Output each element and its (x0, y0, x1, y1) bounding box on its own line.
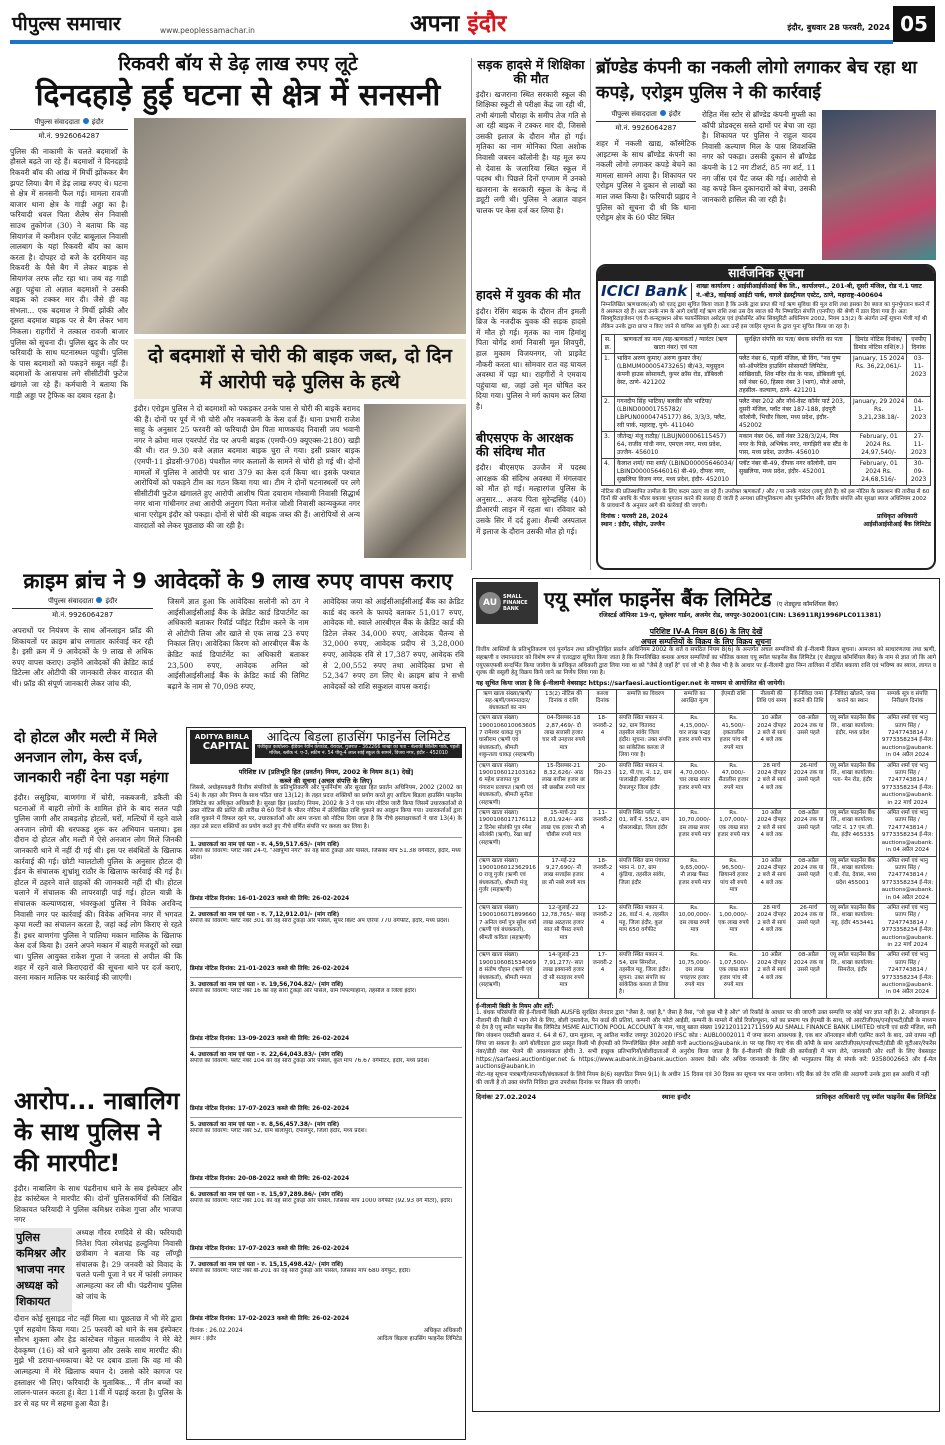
brand-body-2: रोहित मेंस स्टोर से ब्रॉण्डेड कंपनी मुफ्ती का कॉपी प्रोडक्ट्स सस्ते दामों पर बेचा जा रहा है। शिकायत पर पुलिस ने राहुल यादव निवासी कल्याण मिल के पास शिवशक्ति नगर को पकड़ा। उसकी दुकान से ब्रॉण्डेड कंपनी के 12 नग टीशर्ट, 85 नग शर्ट, 11 नग जींस एवं पैंट जब्त की गई। आरोपी से वह कपड़े किन दुकानदारों को बेचा, उसकी जानकारी हासिल की जा रही है। (702, 110, 816, 204)
table-cell: जीतेन्द्र/ मंजु राठौड़/ (LBUJN00006115457) 64, राजीव गांधी नगर, एमएल नगर, मध्य प्रदेश, उज्जैन- 456010 (614, 431, 736, 458)
table-row (602, 353, 931, 396)
table-cell: मकान नंबर 06, सर्वे नंबर 328/3/2/4, मित्र नगर के पिछे, अभिषेक नगर, नागझिरी बस स्टैंड के पास, मध्य प्रदेश, उज्जैन- 456010 (737, 431, 851, 458)
table-cell: 30-09-2023 (907, 458, 931, 485)
table-cell: (ऋण खाता संख्या) 19001060718996607 अनिल वर्मा पुत्र सुरेश वर्मा (ऋणी एवं बंधककर्ता), श्रीमती कविता (सहऋणी) (477, 903, 539, 950)
item-dates: डिमांड नोटिस दिनांक: 17-07-2023 कब्जे की तिथि: 26-02-2024 (190, 1245, 350, 1252)
table-cell: (ऋण खाता संख्या) 19001060123629160 राजू गुर्जर (ऋणी एवं बंधककर्ता), श्रीमती मंजू गुर्जर (सहऋणी) (477, 856, 539, 903)
table-cell: एयू स्मॉल फाइनेंस बैंक लि., शाखा कार्यालय: पता- मेन रोड, इंदौर (827, 761, 879, 808)
phone: मो.नं. 9926064287 (38, 131, 100, 140)
table-cell: एयू स्मॉल फाइनेंस बैंक लि., शाखा कार्यालय: ए.बी. रोड, देवास, मध्य प्रदेश 455001 (827, 856, 879, 903)
table-cell: 26-मार्च 2024 तक या उससे पहले (791, 903, 827, 950)
table-cell: अमित शर्मा एवं भानु प्रताप सिंह / 7247743814 / 9773358234 ई-मेल: auctions@aubank.in 04 अप्रैल 2024 (879, 951, 937, 998)
hotel-headline: दो होटल और मल्टी में मिले अनजान लोग, केस दर्ज, जानकारी नहीं देना पड़ा महंगा (14, 730, 169, 786)
table-cell: संपत्ति स्थित मकान नं. 92, ग्राम चितावद तहसील सांवेर जिला इंदौर। सूचना: उक्त संपत्ति का सांकेतिक कब्जा ले लिया गया है। (617, 714, 675, 761)
crime-body-1: अपराधों पर नियंत्रण के साथ ऑनलाइन फ्रॉड की शिकायतों पर क्राइम ब्रांच लगातार कार्रवाई कर रही है। इसी क्रम में 9 आवेदकों के 9 लाख से अधिक रुपए वापस कराए। उन्होंने आवेदकों की क्रेडिट कार्ड डिटेल्स और ओटीपी की जानकारी लेकर वारदात की थी। फ्रॉड की संपूर्ण जानकारी लेकर जांच की, (12, 626, 154, 689)
item-heading: 6. उधारकर्ता का नाम एवं पता - रु. 15,97,289.86/- (मांग राशि) (190, 1187, 462, 1198)
table-cell: कैलाश शर्मा/ रमा शर्मा/ (LBIND00005646034/ LBIND00005646016) बी-49, दीपक नगर, सुखलिया विजय नगर, मध्य प्रदेश, इंदौर- 452010 (614, 458, 736, 485)
table-cell: Rs. 10,00,000/- दस लाख रुपये मात्र (675, 903, 715, 950)
signatory-org: आदित्य बिड़ला हाउसिंग फाइनेंस लिमिटेड (376, 1335, 462, 1342)
left-bottom-column (14, 728, 182, 1442)
table-cell: (ऋण खाता संख्या) 19001060815340698 संतोष चौहान (ऋणी एवं बंधककर्ता), श्रीमती ममता (सहऋणी) (477, 951, 539, 998)
table-cell: अमित शर्मा एवं भानु प्रताप सिंह / 7247743814 / 9773358234 ई-मेल: auctions@aubank.in 04 अप्रैल 2024 (879, 809, 937, 856)
table-cell: February, 01 2024 Rs. 24,97,540/- (850, 431, 906, 458)
table-header: सुरक्षित संपत्ति का पता/ बंधक संपत्ति का पता (737, 334, 851, 353)
au-title: एयू स्मॉल फाइनेंस बैंक लिमिटेड (544, 586, 772, 611)
table-cell: (ऋण खाता संख्या) 19001060100636057 रामेश्वर धाकड़ पुत्र घासीराम (ऋणी एवं बंधककर्ता), श्रीमती शकुन्तला धाकड़ (सहऋणी) (477, 714, 539, 761)
lead-region (10, 54, 466, 558)
table-header: ईएमडी राशि (715, 690, 753, 714)
table-cell: संपत्ति स्थित मकान नं. 54, ग्राम सिमरोल, तहसील महू, जिला इंदौर। सूचना: उक्त संपत्ति का सांकेतिक कब्जा ले लिया है। (617, 951, 675, 998)
logo-text-b: CAPITAL (202, 741, 249, 752)
table-row (602, 431, 931, 458)
table-cell: 04-11-2023 (907, 396, 931, 431)
byline (596, 110, 696, 122)
byline (10, 118, 128, 130)
table-cell: (ऋण खाता संख्या) 19001060171761122 दिनेश सोलंकी पुत्र रमेश सोलंकी (ऋणी), रेखा बाई (सहऋणी) (477, 809, 539, 856)
table-cell: 12-जुलाई-22 12,78,765/- बारह लाख अठहत्तर हजार सात सौ पैंसठ रुपये मात्र (539, 903, 589, 950)
table-cell: अमित शर्मा एवं भानु प्रताप सिंह / 7247743814 / 9773358234 ई-मेल: auctions@aubank.in 04 अप्रैल 2024 (879, 714, 937, 761)
table-cell: 3. (602, 431, 615, 458)
abhfl-intro: जिससे, अधोहस्ताक्षरी वित्तीय संपत्तियों के प्रतिभूतिकरण और पुनर्निर्माण और सुरक्षा हित प्रवर्तन अधिनियम, 2002 (2002 का 54) के तहत और नियम के साथ पठित धारा 13(12) के तहत प्रदत्त शक्तियों का प्रयोग करते हुए आदित्य बिड़ला हाउसिंग फाइनेंस लिमिटेड का अधिकृत अधिकारी है। सुरक्षा हित (प्रवर्तन) नियम, 2002 के 3 ने एक मांग नोटिस जारी किया जिसमें उधारकर्ताओं से उक्त नोटिस की प्राप्ति की तारीख से 60 दिनों के भीतर नोटिस में उल्लिखित राशि चुकाने का आह्वान किया गया। उधारकर्ताओं द्वारा राशि चुकाने में विफल रहने पर, उधारकर्ताओं और आम जनता को नोटिस दिया जाता है कि नीचे हस्ताक्षरकर्ता ने धारा 13(4) के तहत उसे प्रदत्त शक्तियों का प्रयोग करते हुए नीचे वर्णित संपत्ति पर कब्जा कर लिया है। (190, 785, 462, 830)
au-header (476, 582, 936, 624)
bike-headline: दो बदमाशों से चोरी की बाइक जब्त, दो दिन में आरोपी चढ़े पुलिस के हत्थे (134, 339, 466, 399)
item-property: संपत्ति का विवरण: फ्लैट नंबर 104 का वह सारा टुकड़ा और पार्सल, कुल माप 76.67 वर्गमीटर, इंदौर, मध्य प्रदेश। (190, 1057, 430, 1064)
newspaper-logo: पीपुल्स समाचार (12, 13, 121, 35)
bike-photo-accused (364, 404, 466, 558)
byline-place: इंदौर (91, 117, 104, 126)
hotel-body: इंदौर। लसूड़िया, बाणगंगा में चोरी, नकबजनी, डकैती की घटनाओं में बाहरी लोगों के शामिल होने के बाद सतत पड़ी पुलिस जागी और ताबड़तोड़ होटलों, घरों, मल्टियों में रहने वाले अनजान लोगों की धरपकड़ शुरू कर अभियान चलाया। इस दौरान दो होटल और मल्टी में ऐसे अनजान लोग मिले जिनकी जानकारी थाने में नहीं दी गई थी। इस पर संबंधितों के खिलाफ कार्रवाई की गई। छोटी ग्वालटोली पुलिस के अनुसार होटल दी ईडन के संचालक शुभ्रांशु राठौर के खिलाफ कार्रवाई की गई है। होटल में ठहरने वाले ग्राहकों की जानकारी नहीं दी थी। होटल चलाने में संचालक की लापरवाही पाई गई। होटल यान्नी के संचालक कल्याणदास, भंवरकुआं पुलिस ने विवेक अरविन्द निवासी नगर पर कार्रवाई की। विवेक अभिनव नगर में भगवत कृपा मल्टी का संचालन करता है, जहां कई लोग किराए से रहते हैं। इधर बाणगंगा पुलिस ने पालिया मकान मालिक के खिलाफ केस दर्ज किया है। उसने अपने मकान में बाहरी मजदूरों को रखा था। पुलिस आयुक्त राकेश गुप्ता ने जनता से अपील की कि शहर में रहने वाले किराएदारों की सूचना थाने पर दर्ज कराएं, वरना मकान मालिक पर कार्रवाई की जाएगी। (14, 793, 182, 983)
abhfl-title: आदित्य बिड़ला हाउसिंग फाइनेंस लिमिटेड (266, 729, 451, 744)
logo-text-a: ADITYA BIRLA (194, 733, 249, 741)
table-header: सम्पत्ति का आरक्षित मूल्य (675, 690, 715, 714)
au-sign (476, 1090, 936, 1101)
au-office: रजिस्टर्ड ऑफिसः 19-ए, धूलेश्वर गार्डन, अजमेर रोड, जयपुर-302001(CIN: L36911RJ1996PLC011381) (598, 611, 882, 619)
table-cell: 1. (602, 353, 615, 396)
notice-date: दिनांकः 27.02.2024 (476, 1092, 537, 1101)
table-cell: (ऋण खाता संख्या) 19001060121031626 महेश प्रजापत पुत्र गंगाराम प्रजापत (ऋणी एवं बंधककर्ता), श्रीमती सुनीता (सहऋणी) (477, 761, 539, 808)
table-row (477, 951, 937, 998)
table-cell: Rs. 1,07,000/- एक लाख सात हजार रुपये मात्र (715, 809, 753, 856)
table-cell: January, 29 2024 Rs. 3,21,238.18/- (850, 396, 906, 431)
abhfl-sub1: परिशिष्ट IV [प्रतिभूति हित (प्रवर्तन) नियम, 2002 के नियम 8(1) देखें] (238, 768, 414, 776)
table-cell: 12-जनवरी-24 (589, 903, 617, 950)
table-cell: एयू स्मॉल फाइनेंस बैंक लि., शाखा कार्यालय: सिमरोल, इंदौर (827, 951, 879, 998)
table-cell: 4. (602, 458, 615, 485)
au-intro: वित्तीय आस्तियों के प्रतिभूतिकरण एवं पुनर्गठन तथा प्रतिभूतिहित प्रवर्तन अधिनियम 2002 के शर्त व सपठित नियम 8(6) के अन्तर्गत अचल सम्पत्तियों की ई-नीलामी विक्रय सूचना। आमजन को साधारणतया तथा ऋणी, सहऋणी व जमानतदार को विशेष रूप से एतदद्वारा सूचित किया जाता है कि निम्नलिखित बन्धक अचल सम्पत्तियों का भौतिक कब्जा एयू स्मॉल फाइनेंस बैंक लिमिटेड (ए शेड्यूल्ड कॉमर्शियल बैंक) के नाम से ज्ञात जो कि आगे एयूएसएफबी सन्दर्भित किया जायेगा के प्राधिकृत अधिकारी द्वारा लिया गया था को "जैसे है जहाँ है" एवं जो भी है जैसा भी है के आधार पर ई-नीलामी द्वारा निम्न तालिका में दर्शित बकाया राशि एवं भविष्य का ब्याज, लागत व शुल्क की वसूली हेतु विक्रय किये जाने का निर्णय लिया गया है। (476, 647, 936, 677)
table-header: सम्पर्क सूत्र व संपत्ति निरीक्षण दिनांक (879, 690, 937, 714)
assault-pull-row (14, 1228, 182, 1312)
crime-headline: क्राइम ब्रांच ने 9 आवेदकों के 9 लाख रुपए वापस कराए (23, 569, 453, 593)
au-auction-site: यह सूचित किया जाता है कि ई-नीलामी वेबसाइट https://sarfaesi.auctiontiger.net के माध्यम से आयोजित की जायेगी। (476, 680, 785, 688)
table-cell: Rs. 4,70,000/- चार लाख सत्तर हजार रुपये मात्र (675, 761, 715, 808)
table-cell: 08-अप्रैल 2024 तक या उससे पहले (791, 856, 827, 903)
table-cell: 08-अप्रैल 2024 तक या उससे पहले (791, 809, 827, 856)
table-cell: Rs. 10,70,000/- दस लाख सत्तर हजार रुपये मात्र (675, 809, 715, 856)
item-heading: 4. उधारकर्ता का नाम एवं पता - रु. 22,64,043.83/- (मांग राशि) (190, 1047, 462, 1058)
table-header: नीलामी की तिथि एवं समय (753, 690, 791, 714)
table-cell: 17-मई-22 9,27,690/- नौ लाख सत्ताईस हजार छः सौ नब्बे रुपये मात्र (539, 856, 589, 903)
signatory: प्राधिकृत अधिकारी एयू स्मॉल फाइनेंस बैंक लिमिटेड (816, 1092, 936, 1101)
table-cell: एयू स्मॉल फाइनेंस बैंक लि., शाखा कार्यालय: प्लॉट नं. 17 एम.जी. रोड, इंदौर 465335 (827, 809, 879, 856)
table-header: 13(2) नोटिस की दिनांक व राशि (539, 690, 589, 714)
brief-column (471, 58, 591, 570)
table-cell: 28 मार्च 2024 दोपहर 2 बजे से सायं 4 बजे तक (753, 903, 791, 950)
dateline: इंदौर, बुधवार 28 फरवरी, 2024 (787, 23, 890, 32)
crime-story (10, 570, 466, 722)
table-header: कब्जा दिनांक (589, 690, 617, 714)
table-row (602, 458, 931, 485)
table-cell: 08-अप्रैल 2024 तक या उससे पहले (791, 714, 827, 761)
table-cell: 20-दिस-23 (589, 761, 617, 808)
page-number: 05 (893, 6, 935, 42)
au-logo (476, 582, 538, 624)
au-sub2: अचल सम्पत्तियों के विक्रय के लिए विक्रय सूचना (640, 637, 772, 646)
byline (12, 597, 153, 609)
au-terms-title: ई-नीलामी बिक्री के नियम और शर्तें: (476, 1002, 554, 1010)
masthead (0, 0, 945, 46)
phone: मो.नं. 9926064287 (615, 124, 677, 132)
lead-right (134, 118, 466, 558)
table-cell: अमित शर्मा एवं भानु प्रताप सिंह / 7247743814 / 9773358234 ई-मेल: auctions@aubank.in 22 मार्च 2024 (879, 761, 937, 808)
table-cell: Rs. 96,500/- छियानवे हजार पांच सौ रुपये मात्र (715, 856, 753, 903)
abhfl-notice (186, 727, 466, 1440)
table-cell: संपत्ति स्थित ग्राम पंचायत भवन नं. 07, ग्राम कुंडिया, तहसील सांवेर, जिला इंदौर (617, 856, 675, 903)
abhfl-items (190, 837, 462, 1322)
crime-body-3: आवेदिका जया को आईसीआईसीआई बैंक का क्रेडिट कार्ड बंद करने के फायदे बताकर 51,017 रुपए, आवेदक मो. स्वाले आरबीएल बैंक के क्रेडिट कार्ड की डिटेल लेकर 34,000 रुपए, आवेदक चैतन्य से 32,000 रुपए, आवेदक प्रदीप से 3,28,000 रुपए, आवेदक रवि से 17,387 रुपए, आवेदक रवि से 2,00,552 रुपए तथा आवेदिका प्रभा से 52,347 रुपए ठग लिए थे। क्राइम ब्रांच ने सभी आवेदकों को राशि सकुशल वापस कराई। (322, 597, 464, 691)
table-cell: 27-11-2023 (907, 431, 931, 458)
section-title-a: अपना (410, 11, 460, 37)
table-cell: Rs. 4,15,000/- चार लाख पन्द्रह हजार रुपये मात्र (675, 714, 715, 761)
table-row (477, 856, 937, 903)
table-cell: 04-दिसम्बर-18 2,87,469/- दो लाख सत्तासी हजार चार सौ उनहत्तर रुपये मात्र (539, 714, 589, 761)
website-url: www.peoplessamachar.in (160, 26, 255, 35)
table-row (477, 903, 937, 950)
table-cell: Rs. 47,000/- सैंतालीस हजार रुपये मात्र (715, 761, 753, 808)
table-cell: Rs. 9,65,000/- नौ लाख पैंसठ हजार रुपये मात्र (675, 856, 715, 903)
table-row (477, 714, 937, 761)
assault-body-1: इंदौर। नाबालिग के साथ पंढरीनाथ थाने के सब इंस्पेक्टर और हेड कांस्टेबल ने मारपीट की। दोनों पुलिसकर्मियों की लिखित शिकायत फरियादी ने पुलिस कमिश्नर राकेश गुप्ता और भाजपा नगर (14, 1183, 182, 1225)
icici-office: शाखा कार्यालय : आईसीआईसीआई बैंक लि., कार्यालयनं., 201-बी, दूसरी मंजिल, रोड नं.1 प्लाट नं.-बी3, वाईफाई आईटी पार्क, वागले इंडस्ट्रीयल एस्टेट, ठाणे, महाराष्ट्र-400604 (696, 283, 922, 299)
table-cell: 10 अप्रैल 2024 दोपहर 2 बजे से सायं 4 बजे तक (753, 856, 791, 903)
icici-table (601, 334, 931, 486)
table-cell: फ्लैट नंबर 6, पहली मंजिल, बी विंग, "नव पुष्प को-ऑपरेटिव हाउसिंग सोसायटी लिमिटेड, सांखिवाडी, शिव मंदिर रोड के पास, डोंबिवली पूर्व, सर्वे नंबर 60, हिस्सा नंबर 3 (भाग), मौजे आयरे, तहसील- कल्याण, ठाणे- 421201 (737, 353, 851, 396)
table-header: ऋणकर्ता का नाम /सह-ऋणकर्ता / ग्यारंटर (ऋण खाता नंबर) एवं पता (614, 334, 736, 353)
assault-body-3: दौरान कोई सुसाइड नोट नहीं मिला था। पूछताछ में भी मेरे द्वारा पूर्ण सहयोग किया गया। 25 फरवरी को थाने के सब इंस्पेक्टर सौरभ शुक्ला और हेड कांस्टेबल गोकुल मालवीय ने मेरे बेटे देवकृष्ण (16) को थाने बुलाया और उसके साथ मारपीट की। मुझे भी डराया-धमकाया। बेटे पर दबाव डाला कि वह मां की आत्महत्या में मेरे खिलाफ बयान दे। उससे कोरे कागज पर हस्ताक्षर भी लिए। फरियादी के मुताबिक... मैं तीन बच्चों का लालन-पालन करता हूं। बेटा 11वीं में पढ़ाई करता है। पुलिस के डर से वह घर में सहमा हुआ बैठा है। (14, 1314, 182, 1408)
item-property: संपत्ति का विवरण: प्लॉट नंबर 24-ए, "अन्नपूर्णा नगर" का वह सारा टुकड़ा और पार्सल, जिसका माप 51.38 वर्गमीटर, इंदौर, मध्य प्रदेश। (190, 847, 461, 862)
signatory-org: आईसीआईसीआई बैंक लिमिटेड (863, 521, 931, 529)
byline-name: पीपुल्स संवाददाता (34, 117, 80, 126)
item-dates: डिमांड नोटिस दिनांक: 17-07-2023 कब्जे की तिथि: 26-02-2024 (190, 1105, 350, 1112)
table-cell: Rs. 10,75,000/- दस लाख पचहत्तर हजार रुपये मात्र (675, 951, 715, 998)
icici-notice (596, 264, 936, 570)
notice-banner: सार्वजनिक सूचना (598, 266, 934, 281)
bike-row (134, 404, 466, 558)
table-cell: 28 मार्च 2024 दोपहर 2 बजे से सायं 4 बजे तक (753, 761, 791, 808)
item-heading: 5. उधारकर्ता का नाम एवं पता - रु. 8,56,457.38/- (मांग राशि) (190, 1117, 462, 1128)
crime-columns (10, 597, 466, 722)
table-cell: Rs. 1,07,500/- एक लाख सात हजार पांच सौ रुपये मात्र (715, 951, 753, 998)
masthead-rule (10, 40, 893, 44)
brief-body: इंदौर। खजराना स्थित सरकारी स्कूल की शिक्षिका स्कूटी से परीक्षा केंद्र जा रही थी, तभी बंगाली चौराहा के समीप तेज गति से आ रही बाइक ने टक्कर मार दी, जिससे उसकी इलाज के दौरान मौत हो गई। मृतिका का नाम मोनिका पिता अशोक निवासी जबरन कॉलोनी है। यह मूल रूप से देवास के जलारिया स्थित स्कूल में पदस्थ थी। पिछले दिनों एग्जाम में उनको खजराना के सरकारी स्कूल के केन्द्र में ड्यूटी लगी थी। पुलिस ने अज्ञात वाहन चालक पर केस दर्ज कर लिया है। (476, 89, 586, 216)
section-title (410, 12, 506, 37)
bike-body: इंदौर। एरोड्रम पुलिस ने दो बदमाशों को पकड़कर उनके पास से चोरी की बाइकें बरामद की हैं। दोनों पर पूर्व में भी चोरी और नकबजनी के केस दर्ज हैं। थाना प्रभारी राजेश साहू के अनुसार 25 फरवरी को फरियादी प्रेम पिता माणकचंद निवासी जय भवानी नगर ने क्रोमा माल एयरपोर्ट रोड पर अपनी बाइक (एमपी-09 क्यूएक्स-2180) खड़ी की थी। रात 9.30 बजे अज्ञात बदमाश बाइक चुरा ले गया। इसी प्रकार बाइक (एमपी-11 झेडसी-9708) पंचशील नगर कलालों के सामने से चोरी हो गई थी। दोनों मामलों में पुलिस ने आरोपी पर धारा 379 का केस दर्ज किया था। इसके पश्चात आरोपियों को पकड़ने टीम का गठन किया गया था। टीम ने दोनों घटनास्थलों पर लगे सीसीटीवी फुटेज खंगालते हुए आरोपी आशीष पिता दयाराम गोस्वामी निवासी सिद्धार्थ नगर थाना गांधीनगर तथा आरोपी अनुराग पिता मनोज जोशी निवासी कान्यकुब्ज नगर थाना एरोड्रम इंदौर को पकड़ा। दोनों से चोरी की बाइक जब्त की हैं। आरोपियों से अन्य वारदातों को लेकर पूछताछ की जा रही है। (134, 404, 360, 530)
notice-place: स्थान : इंदौर (190, 1335, 216, 1342)
icici-logo: ICICI Bank (601, 283, 692, 300)
table-cell: 18-जनवरी-24 (589, 714, 617, 761)
item-property: संपत्ति का विवरण: प्लॉट नंबर 52, ग्राम बालापुरा, देपालपुर, जिला इंदौर, मध्य प्रदेश। (190, 1127, 367, 1134)
table-cell: 18-जनवरी-24 (589, 856, 617, 903)
brand-body-1: शहर में नकली खाद्य, कॉस्मेटिक आइटम्स के साथ ब्रॉण्डेड कंपनी का नकली लोगो लगाकर कपड़े बेचने का मामला सामने आया है। शिकायत पर एरोड्रम पुलिस ने दुकान से लाखों का माल जब्त किया है। फरियादी प्रह्लाद ने पुलिस को सूचना दी थी कि थाना एरोड्रम क्षेत्र के 60 फीट स्थित (596, 139, 696, 223)
byline-name: पीपुल्स संवाददाता (48, 597, 94, 606)
table-cell: Rs. 1,00,000/- एक लाख रुपये मात्र (715, 903, 753, 950)
lead-body: पुलिस की नाकामी के चलते बदमाशों के हौसले बढ़ते जा रहे हैं। बदमाशों ने दिनदहाड़े रिकवरी बॉय की आंख में मिर्ची झोंककर बैग झपट लिया। बैग में डेढ़ लाख रुपए थे। घटना से क्षेत्र में सनसनी फैल गई। मामला रावजी बाजार थाना क्षेत्र के गाड़ी अड्डा का है। फरियादी धवल पिता शैलेष सेन निवासी साउथ तुकोगंज (30) ने बताया कि वह सियागंज में कमीशन एजेंट बाबूलाल निवासी लालबाग के यहां रिकवरी बॉय का काम करता है। दोपहर दो बजे के दरमियान वह रिकवरी के पैसे बैग में लेकर बाइक से सियागंज तरफ लौट रहा था। जब वह गाड़ी अड्डा पहुंचा तो अज्ञात बदमाशों ने उसकी बाइक को टक्कर मार दी। जैसे ही वह संभला... एक बदमाश ने मिर्ची झोंकी और दूसरा बदमाश बाइक पर से बैग लेकर भाग निकला। राहगीरों ने तत्काल रावजी बाजार पुलिस को सूचना दी। पुलिस खुद के तौर पर फरियादी के साथ घटनास्थल पहुंची। पुलिस के पास बदमाशों को पकड़ने सबूत नहीं हैं। बदमाशों के आसपास लगे सीसीटीवी फुटेज खंगाले जा रहे हैं। कर्मचारी ने बताया कि गाड़ी अड्डा पर ट्रैफिक का दबाव रहता है। (10, 146, 128, 400)
table-cell: 10 अप्रैल 2024 दोपहर 2 बजे से सायं 4 बजे तक (753, 809, 791, 856)
brief-body: इंदौर। बीएसएफ उज्जैन में पदस्थ आरक्षक की संदिग्ध अवस्था में मंगलवार को मौत हो गई। मल्हारगंज पुलिस के अनुसार... अजय पिता सुरेन्द्रसिंह (40) डीआरपी लाइन में रहता था। रविवार को उसके सिर में दर्द हुआ। शैल्बी अस्पताल में इलाज के दौरान उसकी मौत हो गई। (476, 462, 586, 536)
item-heading: 2. उधारकर्ता का नाम एवं पता - रु. 7,12,912.01/- (मांग राशि) (190, 907, 462, 918)
table-cell: संपत्ति स्थित मकान नं. 12, पी.एच. नं. 12, ग्राम पालाखेड़ी तहसील देपालपुर जिला इंदौर (617, 761, 675, 808)
table-cell: भाविन अरुण कुमार/ अरुण कुमार जैन/ (LBMUM00005473265) बी/43, मधुसूदन कंपनी हाउस सोसायटी, कुपर क्रॉस रोड, डोंबिवली वेस्ट, ठाणे- 421202 (614, 353, 736, 396)
item-heading: 3. उधारकर्ता का नाम एवं पता - रु. 19,56,704.82/- (मांग राशि) (190, 977, 462, 988)
table-cell: 11-जनवरी-24 (589, 809, 617, 856)
au-notice (472, 578, 940, 1412)
item-dates: डिमांड नोटिस दिनांक: 20-08-2022 कब्जे की तिथि: 26-02-2024 (190, 1175, 350, 1182)
table-cell: 10 अप्रैल 2024 दोपहर 2 बजे से सायं 4 बजे तक (753, 714, 791, 761)
table-cell: 2. (602, 396, 615, 431)
au-logo-mark: AU (479, 592, 501, 614)
crime-body-2: जिसमें ज्ञात हुआ कि आवेदिका सलोनी को ठग ने आईसीआईसीआई बैंक के क्रेडिट कार्ड डिपार्टमेंट का अधिकारी बताकर रिवॉर्ड प्वॉइंट रिडीम करने के नाम से ओटीपी लिया और खाते से एक लाख 23 रुपए निकाल लिए। आवेदिका किरण को आरबीएल बैंक के क्रेडिट कार्ड डिपार्टमेंट का अधिकारी बताकर 23,500 रुपए, आवेदक अनिल को आईसीआईसीआई बैंक के क्रेडिट कार्ड की लिमिट बढ़ाने के नाम से 70,098 रुपए, (167, 597, 309, 691)
lead-text-column (10, 118, 128, 558)
phone: मो.नं. 9926064287 (52, 611, 114, 620)
table-cell: प्लॉट नंबर बी-49, दीपक नगर कॉलोनी, ग्राम सुखलिया, मध्य प्रदेश, इंदौर- 452001 (737, 458, 851, 485)
lead-photo-police-crowd (134, 118, 466, 334)
au-note: नोटः-यह सूचना पत्रऋणी/जमानती/बंधककर्ता के लिये नियम 8(6) सहपठित नियम 9(1) के अधीन 15 दिवस एवं 30 दिवस का सूचना पत्र माना जायेगा। यदि बैंक को देय राशि की अदायगी उनके द्वारा इस अवधि में नहीं की जाती है तो उक्त संपत्ति निविदा द्वारा उपरोक्त दिनांक पर विक्रय की जाएगी। (476, 1072, 929, 1086)
table-cell: 10 अप्रैल 2024 दोपहर 2 बजे से सायं 4 बजे तक (753, 951, 791, 998)
lead-body-row (10, 118, 466, 558)
brief-headline: बीएसएफ के आरक्षक की संदिग्ध मौत (476, 430, 574, 460)
item-dates: डिमांड नोटिस दिनांक: 21-01-2023 कब्जे की तिथि: 26-02-2024 (190, 965, 350, 972)
section-title-b: इंदौर (467, 11, 507, 37)
byline-name: पीपुल्स संवाददाता (611, 110, 657, 118)
table-cell: एयू स्मॉल फाइनेंस बैंक लि., शाखा कार्यालय: महू, इंदौर 453441 (827, 903, 879, 950)
abhfl-sign (190, 1326, 462, 1342)
item-heading: 1. उधारकर्ता का नाम एवं पता - रु. 4,59,517.65/- (मांग राशि) (190, 837, 462, 848)
byline-place: इंदौर (668, 110, 681, 118)
table-cell: संपत्ति स्थित प्लॉट नं. 01, सर्वे नं. 55/2, ग्राम घोसलाखेड़ा, जिला इंदौर (617, 809, 675, 856)
au-table (476, 689, 937, 999)
au-title-note: (ए शेड्यूल्ड कॉमर्शियल बैंक) (776, 600, 839, 608)
brief-headline: सड़क हादसे में शिक्षिका की मौत (477, 57, 585, 86)
assault-pull-quote: पुलिस कमिश्नर और भाजपा नगर अध्यक्ष को शिकायत (14, 1228, 72, 1312)
brand-story (596, 56, 936, 260)
item-dates: डिमांड नोटिस दिनांक: 16-01-2023 कब्जे की तिथि: 26-02-2024 (190, 895, 350, 902)
notice-place: स्थानः इन्दौर (661, 1092, 691, 1101)
table-cell: अमित शर्मा एवं भानु प्रताप सिंह / 7247743814 / 9773358234 ई-मेल: auctions@aubank.in 04 अप्रैल 2024 (879, 856, 937, 903)
au-sub1: परिशिष्ट IV-A नियम 8(6) के लिए देखें (649, 627, 763, 636)
item-dates: डिमांड नोटिस दिनांक: 13-09-2023 कब्जे की तिथि: 26-02-2024 (190, 1035, 350, 1042)
icici-header (601, 283, 931, 300)
table-cell: February, 01 2024 Rs. 24,68,516/- (850, 458, 906, 485)
table-cell: 03-11-2023 (907, 353, 931, 396)
table-cell: 14-जुलाई-23 7,91,277/- सात लाख इक्यानवे हजार दो सौ सतहत्तर रुपये मात्र (539, 951, 589, 998)
lead-headline: दिनदहाड़े हुई घटना से क्षेत्र में सनसनी (35, 77, 441, 113)
item-property: संपत्ति का विवरण: प्लॉट नंबर 101 का वह सारा टुकड़ा और पार्सल, जिसका माप 1000 वर्गफीट (92.93 वर्ग मीटर), इंदौर। (190, 1197, 453, 1204)
table-header: एनपीए दिनांक (907, 334, 931, 353)
item-property: संपत्ति का विवरण: प्लॉट नंबर 16 का वह सारा टुकड़ा और पार्सल, ग्राम पिपल्याहाना, तहसील व जिला इंदौर। (190, 987, 417, 994)
item-property: संपत्ति का विवरण: फ्लैट नंबर 301 का वह सारा टुकड़ा और पार्सल, सुपर बिल्ट अप एरिया 770 वर्गफीट, इंदौर, मध्य प्रदेश। (190, 917, 450, 924)
signatory: प्राधिकृत अधिकारी (877, 513, 918, 521)
brand-row (596, 110, 936, 260)
abhfl-office: पंजीकृत कार्यालय- इंडियन रेयॉन कंपाउंड, वेरावल, गुजरात - 362266 शाखा का पता - बेलाकी बिल्डिंग पार्क, पहली मंजिल, ब्लॉक नं. ए-3, स्कीम नं. 54 पीयू-4 लाल सांई स्कूल के सामने, विजय नगर, इंदौर - 452010 (255, 744, 462, 758)
table-cell: 26-मार्च 2024 तक या उससे पहले (791, 761, 827, 808)
notice-place: स्थान : इंदौर, सीहोर, उज्जैन (601, 521, 665, 529)
table-cell: गगनदीप सिंह भाटिया/ बलवीर कौर भाटिया/ (LBIND00001755782/ LBPUN00004745177) 86, 3/3/3, फ्लैट, रवी पार्क, महाराष्ट्र, पुणे- 411040 (614, 396, 736, 431)
notice-date: दिनांक : 26.02.2024 (190, 1327, 243, 1334)
brief-body: इंदौर। रेसिंग बाइक के दौरान तीन इमली ब्रिज के नजदीक युवक की सड़क हादसे में मौत हो गई। मृतक का नाम हिमांशु पिता योगेंद्र शर्मा निवासी मूल शिवपुरी, हाल मुकाम विजयनगर, जो प्राइवेट नौकरी करता था। सोमवार रात वह घायल अवस्था में पड़ा था। राहगीरों ने एमवाय पहुंचाया था, जहां उसे मृत घोषित कर दिया गया। पुलिस ने मर्ग कायम कर लिया है। (476, 306, 586, 411)
brand-photo-clothes (822, 110, 936, 260)
assault-headline: आरोप... नाबालिग के साथ पुलिस ने की मारपीट! (14, 1086, 180, 1177)
brand-headline: ब्रॉण्डेड कंपनी का नकली लोगो लगाकर बेच रहा था कपड़े, एरोड्रम पुलिस ने की कार्रवाई (596, 58, 917, 103)
table-header: डिमांड नोटिस दिनांक/ डिमांड नोटिस राशि(रु.) (850, 334, 906, 353)
au-terms: 1. बंधक परिसंपत्ति की ई-नीलामी बिक्री AUSFB सुरक्षित लेनदार द्वारा "जैसा है, जहां है," जैसा है वैसा, "जो कुछ भी है और" जो रिकॉर्ड के आधार पर की जाएगी उक्त सम्पत्ति पर कोई भार ज्ञात नहीं है। 2. ऑनलाइन ई-नीलामी की बिक्री में भाग लेने के लिए, बोली दस्तावेज, पैन कार्ड की प्रतियां, कम्पनी और फोटो आईडी, कम्पनी के मामले में बोर्ड रिजोल्यूशन, पते का प्रमाण पत्र ईएमडी के साथ, जो आरटीजीएस/एनईएफटी/डीडी के माध्यम से देय है एयू स्मॉल फाइनेंस बैंक लिमिटेड MSME AUCTION POOL ACCOUNT के नाम, चालू खाता संख्या 1921201121711599 AU SMALL FINANCE BANK LIMITED चांदनी एवं छठी मंजिल, सनी बिग जंक्शन एसटीसी खसरा नं. 64 से 67, ग्राम मुहाना, न्यू आतिश मार्केट जयपुर 302020 IFSC कोड : AUBL0002011 में जमा करना आवश्यक है, एक बार ऑनलाइन बोली एडमिट करने के बाद, उसे वापस नहीं लिया जा सकता है। आगे बोलीदाता द्वारा प्रस्तुत किसी भी ईएमडी को निम्नलिखित ईमेल आईडी यानी auctions@aubank.in पर यह किए गए चेक की कॉपी के साथ आरटीजीएस/एनईएफटी/डीडी की यूटीआर/रेफरेंस नंबर/डीडी नंबर भेजने की आवश्यकता होगी। 3. सभी इच्छुक प्रतिभागियों/बोलीदाताओं से अनुरोध किया जाता है कि ई-नीलामी की बिक्री की कार्यवाही में भाग लेने, जानकारी और शर्तों के लिए वेबसाइट https://sarfaesi.auctiontiger.net & https://www.aubank.in@bank.auction अवश्य देखें। और अधिक जानकारी के लिए श्री भानुप्रताप सिंह से संपर्क करें: 9358002663 और ई-मेल auctions@aubank.in (476, 1009, 936, 1071)
byline-place: इंदौर (105, 597, 118, 606)
table-header: ई-निविदा खोलने, जमा कराने का स्थान (827, 690, 879, 714)
au-logo-text: SMALL FINANCE BANK (503, 594, 528, 612)
item-dates: डिमांड नोटिस दिनांक: 17-02-2023 कब्जे की तिथि: 26-02-2024 (190, 1315, 350, 1322)
brief-headline: हादसे में युवक की मौत (476, 286, 581, 302)
table-cell: 15-दिसम्बर-21 8,32,626/- आठ लाख बत्तीस हजार छः सौ छब्बीस रुपये मात्र (539, 761, 589, 808)
table-header: सम्पत्ति का विवरण (617, 690, 675, 714)
lead-kicker: रिकवरी बॉय से डेढ़ लाख रुपए लूटे (118, 53, 358, 75)
table-header: स. क्र. (602, 334, 615, 353)
table-cell: फ्लैट नंबर 202 और नॉर्थ-वेस्ट कॉर्नर पार्ट 203, दूसरी मंजिल, प्लॉट नंबर 187-188, इंदपुरी कॉलोनी, भिचौर किला, मध्य प्रदेश, इंदौर- 452002 (737, 396, 851, 431)
table-row (477, 761, 937, 808)
table-cell: 08-अप्रैल 2024 तक या उससे पहले (791, 951, 827, 998)
table-cell: 15-मार्च-22 8,01,924/- आठ लाख एक हजार नौ सौ चौबीस रुपये मात्र (539, 809, 589, 856)
table-header: ऋण खाता संख्या/ऋणी/ सह-ऋणी/जमानतदार/ बंधककर्ता का नाम (477, 690, 539, 714)
assault-body-2: अध्यक्ष गौरव रणदिवे से की। फरियादी नितेश पिता रमेशचंद्र हल्दुनिया निवासी छत्रीबाग ने बताया कि वह लॉण्ड्री संचालक है। 29 जनवरी को विवाद के चलते पत्नी पूजा ने घर में फांसी लगाकर आत्महत्या कर ली थी। पंढरीनाथ पुलिस को जांच के (76, 1228, 182, 1301)
abhfl-sub2: कब्जे की सूचना (अचल संपत्ति के लिए) (279, 777, 373, 785)
abhfl-logo (190, 730, 252, 764)
icici-footer: नोटिस की प्रतिस्थापित तामील के लिए कदम उठाए जा रहे हैं। उपरोक्त ऋणकर्ता / और / या उनके गारंटर (लागू होते हैं) को इस नोटिस के प्रकाशन की तारीख से 60 दिनों की अवधि के भीतर बकाया भुगतान करने की सलाह दी जाती है अन्यथा प्रतिभूतिकरण और पुनर्निर्माण और वित्तीय संपत्ति और सुरक्षा ब्याज अधिनियम 2002 के प्रावधानों के अनुसार आगे की कार्रवाई की जाएगी। (601, 488, 930, 510)
notice-date: दिनांक : फरवरी 28, 2024 (601, 513, 668, 521)
icici-sign (601, 512, 931, 528)
table-cell: Rs. 41,500/- इकतालीस हजार पांच सौ रुपये मात्र (715, 714, 753, 761)
table-cell: संपत्ति स्थित मकान नं. 26, वार्ड नं. 4, तहसील महू, जिला इंदौर, कुल माप 650 वर्गफीट (617, 903, 675, 950)
table-cell: अमित शर्मा एवं भानु प्रताप सिंह / 7247743814 / 9773358234 ई-मेल: auctions@aubank.in 22 मार्च 2024 (879, 903, 937, 950)
table-header: ई-निविदा जमा कराने की तिथि (791, 690, 827, 714)
icici-intro: निम्नलिखित ऋणधारक(ओं) को एतद् द्वारा सूचित किया जाता है कि उनके द्वारा प्राप्त की गई ऋण सुविधा की मूल राशि तथा इसका देय ब्याज का पुनर्भुगतान करने में वे असफल रहे हैं। अतः उनके नाम के आगे दर्शाई गई ऋण राशि तथा उस देय ब्याज को गैर निष्पादित संपत्ति (एनपीए) की श्रेणी में डाल दिया गया है। अतः सिक्यूरिटाइजेशन एवं री-कन्स्ट्रक्शन ऑफ फायनेंसियल असेट्स एवं इंफोर्समेंट ऑफ सिक्यूरिटी अधिनियम 2002, नियम 13(2) के अंतर्गत उन्हें सूचना भेजी गई थी लेकिन उनके द्वारा प्राप्त न किए जाने से वापिस आ चुकी है। अतः उन्हें इस जाहिर सूचना के द्वारा पुनः सूचित किया जा रहा है। (601, 302, 930, 330)
item-property: संपत्ति का विवरण: प्लॉट नंबर बी-201 का वह सारा टुकड़ा और पार्सल, जिसका माप 680 वर्गफुट, इंदौर। (190, 1267, 411, 1274)
table-row (477, 809, 937, 856)
table-row (602, 396, 931, 431)
crime-col1 (12, 597, 153, 722)
table-cell: एयू स्मॉल फाइनेंस बैंक लि., शाखा कार्यालय: इंदौर, मध्य प्रदेश (827, 714, 879, 761)
table-cell: January, 15 2024 Rs. 36,22,061/- (850, 353, 906, 396)
table-cell: 17-जनवरी-24 (589, 951, 617, 998)
abhfl-header (190, 730, 462, 764)
item-heading: 7. उधारकर्ता का नाम एवं पता - रु. 15,15,498.42/- (मांग राशि) (190, 1257, 462, 1268)
brand-col1 (596, 110, 696, 260)
signatory: अधिकृत अधिकारी (423, 1327, 462, 1334)
